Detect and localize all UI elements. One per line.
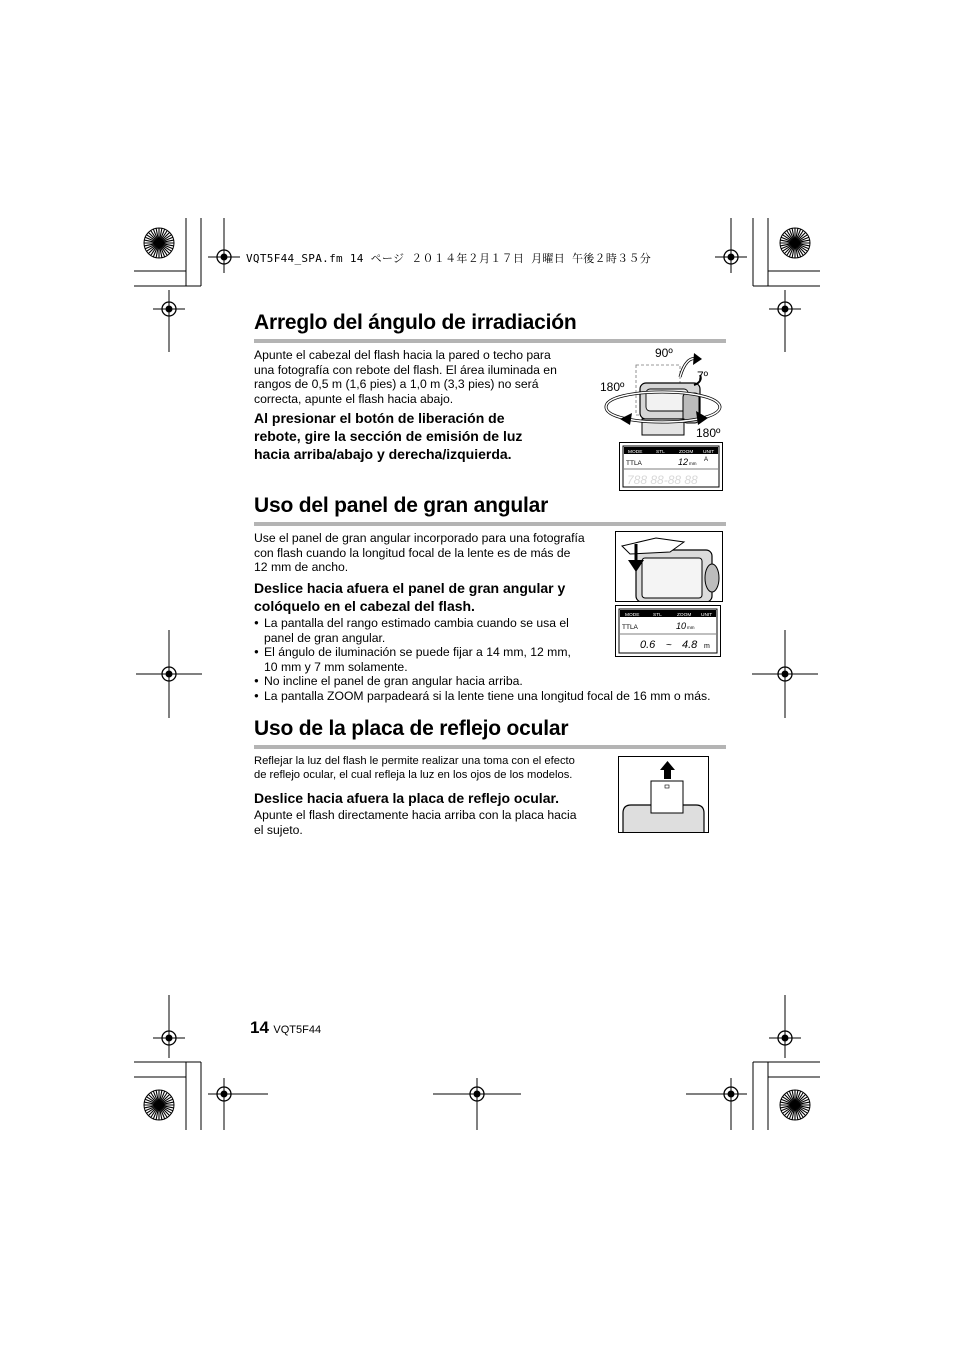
lcd-10-panel: [616, 606, 720, 656]
lcd-header-unit: UNIT: [701, 613, 713, 618]
lcd-header-stl: STL: [656, 450, 665, 455]
wide-panel-description: Use el panel de gran angular incorporado para una fotografía con flash cuando la longitud focal de la lente es de más de 12 mm de ancho.: [254, 531, 585, 575]
angle-180-right-label: 180º: [696, 426, 721, 440]
lcd-range-separator: ~: [666, 640, 672, 651]
section-title-catchlight: Uso de la placa de reflejo ocular: [254, 717, 569, 740]
note-item: ● La pantalla ZOOM parpadeará si la lente tiene una longitud focal de 16 mm o más.: [254, 689, 734, 704]
wide-panel-figure: [615, 531, 723, 602]
lcd-header-mode: MODE: [628, 450, 643, 455]
file-header: VQT5F44_SPA.fm 14 ページ ２０１４年２月１７日 月曜日 午後２時３５分: [246, 252, 652, 265]
section-rule: [254, 339, 726, 343]
lcd-range-ghost: 788 88-88 88: [627, 473, 698, 487]
wide-panel-illustration: [616, 532, 722, 601]
lcd-display-zoom-10: [615, 605, 721, 657]
angle-7-label: 7º: [697, 369, 709, 383]
lcd-zoom-value: 12: [678, 457, 689, 467]
catchlight-note: Apunte el flash directamente hacia arriba con la placa hacia el sujeto.: [254, 808, 577, 837]
section-rule: [254, 745, 726, 749]
lcd-header-zoom: ZOOM: [677, 613, 692, 618]
irradiation-instruction: Al presionar el botón de liberación de rebote, gire la sección de emisión de luz hacia arriba/abajo y derecha/izquierda.: [254, 410, 523, 462]
lcd-mode-value: TTLA: [626, 460, 642, 467]
doc-code: VQT5F44: [273, 1024, 322, 1036]
lcd-12-panel: [620, 443, 722, 490]
section-title-wide-panel: Uso del panel de gran angular: [254, 494, 549, 517]
catchlight-figure: [618, 756, 709, 833]
note-item: ● No incline el panel de gran angular hacia arriba.: [254, 674, 734, 689]
lcd-header-unit: UNIT: [703, 450, 715, 455]
lcd-range-min: 0.6: [640, 639, 656, 651]
page-footer: [250, 1018, 321, 1038]
lcd-header-stl: STL: [653, 613, 662, 618]
section-title-irradiation-angle: Arreglo del ángulo de irradiación: [254, 311, 577, 334]
catchlight-instruction: Deslice hacia afuera la placa de reflejo ocular.: [254, 790, 560, 806]
lcd-mode-value: TTLA: [622, 624, 638, 631]
page-number: 14: [250, 1018, 269, 1037]
angle-90-label: 90º: [655, 346, 673, 360]
section-rule: [254, 522, 726, 526]
note-item: ● La pantalla del rango estimado cambia cuando se usa el panel de gran angular.: [254, 616, 734, 645]
lcd-range-max: 4.8: [682, 639, 698, 651]
irradiation-description: Apunte el cabezal del flash hacia la pared o techo para una fotografía con rebote del flash. El área iluminada en rangos de 0,5 m (1,6 pies) a 1,0 m (3,3 pies) no será correcta, apunte el flash hacia abajo.: [254, 348, 557, 406]
lcd-display-zoom-12: [619, 442, 723, 491]
lcd-zoom-unit: mm: [687, 625, 695, 630]
note-item: ● El ángulo de iluminación se puede fijar a 14 mm, 12 mm, 10 mm y 7 mm solamente.: [254, 645, 734, 674]
lcd-unit-value: A: [704, 457, 709, 463]
lcd-zoom-unit: mm: [689, 461, 697, 466]
lcd-header-mode: MODE: [625, 613, 640, 618]
wide-panel-instruction: Deslice hacia afuera el panel de gran angular y colóquelo en el cabezal del flash.: [254, 580, 566, 614]
catchlight-illustration: [619, 757, 708, 832]
flash-head-rotation-figure: [598, 345, 728, 440]
catchlight-description: Reflejar la luz del flash le permite realizar una toma con el efecto de reflejo ocular, el cual refleja la luz en los ojos de los modelos.: [254, 755, 575, 782]
lcd-range-unit: m: [704, 643, 710, 650]
lcd-header-zoom: ZOOM: [679, 450, 694, 455]
lcd-zoom-value: 10: [676, 621, 687, 631]
angle-180-left-label: 180º: [600, 380, 625, 394]
